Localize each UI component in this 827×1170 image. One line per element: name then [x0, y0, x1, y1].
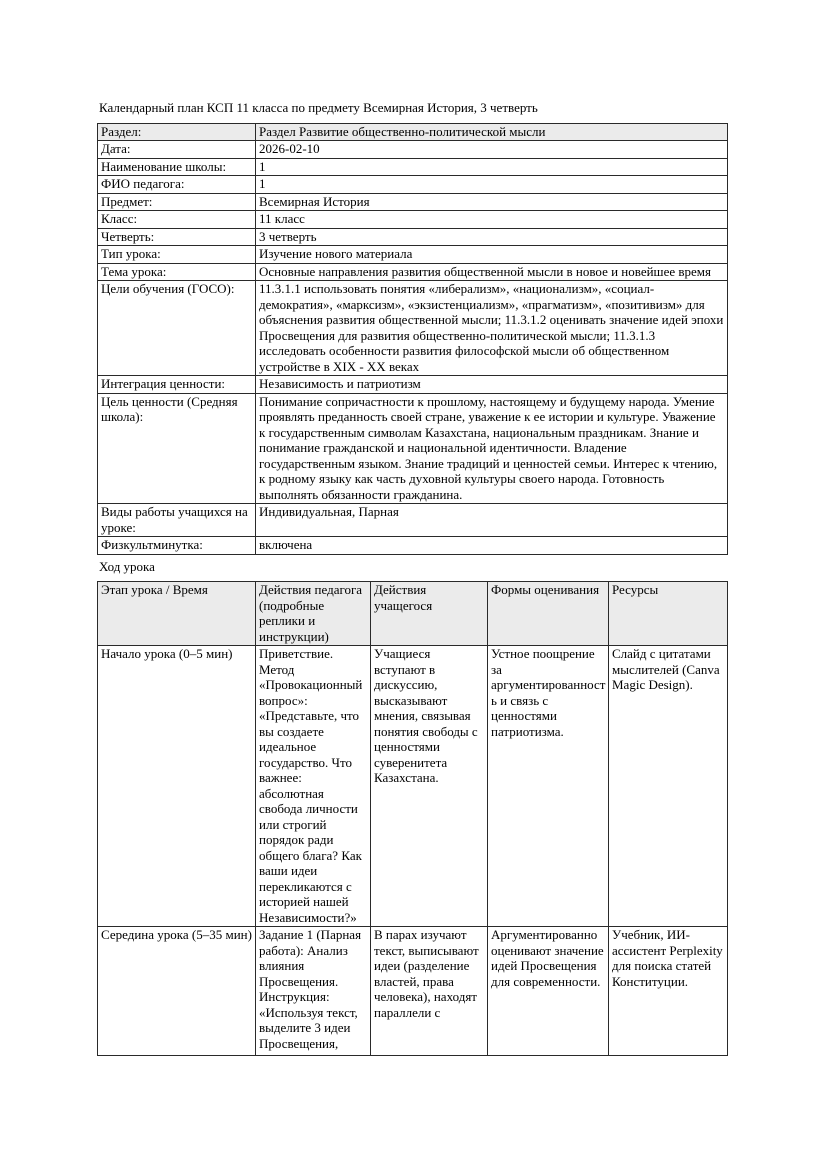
info-row-subject — [98, 193, 728, 211]
info-value-cell: Изучение нового материала — [256, 246, 728, 264]
lesson-row-middle — [98, 927, 728, 1056]
student-actions-cell: В парах изучают текст, выписывают идеи (разделение властей, права человека), находят параллели с — [371, 927, 488, 1056]
column-header-resources: Ресурсы — [609, 582, 728, 646]
info-value-cell: Независимость и патриотизм — [256, 376, 728, 394]
student-actions-cell: Учащиеся вступают в дискуссию, высказывают мнения, связывая понятия свободы с ценностями суверенитета Казахстана. — [371, 646, 488, 927]
teacher-actions-cell: Приветствие. Метод «Провокационный вопрос»: «Представьте, что вы создаете идеальное государство. Что важнее: абсолютная свобода личности или строгий порядок ради общего блага? Как ваши идеи перекликаются с историей нашей Независимости?» — [256, 646, 371, 927]
info-value-cell: Всемирная История — [256, 193, 728, 211]
info-label-cell: Предмет: — [98, 193, 256, 211]
info-row-goals — [98, 281, 728, 376]
column-header-student-actions: Действия учащегося — [371, 582, 488, 646]
info-row-razdel — [98, 123, 728, 141]
resources-cell: Учебник, ИИ-ассистент Perplexity для поиска статей Конституции. — [609, 927, 728, 1056]
lesson-flow-table — [97, 581, 728, 1056]
info-value-cell: 2026-02-10 — [256, 141, 728, 159]
document-title: Календарный план КСП 11 класса по предмету Всемирная История, 3 четверть — [99, 100, 538, 115]
info-value-cell: 11 класс — [256, 211, 728, 229]
info-label-cell: Класс: — [98, 211, 256, 229]
lesson-row-start — [98, 646, 728, 927]
column-header-stage: Этап урока / Время — [98, 582, 256, 646]
lesson-table-header-row — [98, 582, 728, 646]
info-row-values-goal — [98, 393, 728, 504]
info-value-cell: Понимание сопричастности к прошлому, настоящему и будущему народа. Умение проявлять преданность своей стране, уважение к ее истории и культуре. Уважение к государственным символам Казахстана, национальным праздникам. Знание и понимание гражданской и национальной идентичности. Владение государственным языком. Знание традиций и ценностей семьи. Интерес к чтению, к родному языку как часть духовной культуры своего народа. Готовность выполнять обязанности гражданина. — [256, 393, 728, 504]
info-row-work-types — [98, 504, 728, 537]
document-page — [97, 100, 727, 1056]
info-row-physical-minute — [98, 537, 728, 555]
section-heading: Ход урока — [99, 558, 155, 574]
resources-cell: Слайд с цитатами мыслителей (Canva Magic Design). — [609, 646, 728, 927]
info-label-cell: Тема урока: — [98, 263, 256, 281]
info-label-cell: Наименование школы: — [98, 158, 256, 176]
stage-cell: Начало урока (0–5 мин) — [98, 646, 256, 927]
info-value-cell: включена — [256, 537, 728, 555]
teacher-actions-cell: Задание 1 (Парная работа): Анализ влияния Просвещения. Инструкция: «Используя текст, выделите 3 идеи Просвещения, — [256, 927, 371, 1056]
info-value-cell: Индивидуальная, Парная — [256, 504, 728, 537]
info-row-values-integration — [98, 376, 728, 394]
info-row-teacher — [98, 176, 728, 194]
info-label-cell: Цели обучения (ГОСО): — [98, 281, 256, 376]
lesson-info-table — [97, 123, 728, 555]
info-row-lesson-type — [98, 246, 728, 264]
info-row-class — [98, 211, 728, 229]
info-value-cell: Раздел Развитие общественно-политической мысли — [256, 123, 728, 141]
info-row-data — [98, 141, 728, 159]
column-header-assessment: Формы оценивания — [488, 582, 609, 646]
info-value-cell: 1 — [256, 158, 728, 176]
info-label-cell: Дата: — [98, 141, 256, 159]
assessment-cell: Устное поощрение за аргументированность и связь с ценностями патриотизма. — [488, 646, 609, 927]
column-header-teacher-actions: Действия педагога (подробные реплики и инструкции) — [256, 582, 371, 646]
info-label-cell: Виды работы учащихся на уроке: — [98, 504, 256, 537]
info-label-cell: Четверть: — [98, 228, 256, 246]
stage-cell: Середина урока (5–35 мин) — [98, 927, 256, 1056]
info-value-cell: 3 четверть — [256, 228, 728, 246]
info-row-school — [98, 158, 728, 176]
info-value-cell: Основные направления развития общественной мысли в новое и новейшее время — [256, 263, 728, 281]
info-label-cell: Цель ценности (Средняя школа): — [98, 393, 256, 504]
info-row-lesson-topic — [98, 263, 728, 281]
info-label-cell: Физкультминутка: — [98, 537, 256, 555]
info-label-cell: Раздел: — [98, 123, 256, 141]
info-value-cell: 11.3.1.1 использовать понятия «либерализм», «национализм», «социал-демократия», «марксизм», «экзистенциализм», «прагматизм», «позитивизм» для объяснения развития общественной мысли; 11.3.1.2 оценивать значение идей эпохи Просвещения для развития общественно-политической мысли; 11.3.1.3 исследовать особенности развития философской мысли об общественном устройстве в XIX - XX веках — [256, 281, 728, 376]
info-label-cell: Интеграция ценности: — [98, 376, 256, 394]
info-row-quarter — [98, 228, 728, 246]
info-label-cell: Тип урока: — [98, 246, 256, 264]
assessment-cell: Аргументированно оценивают значение идей Просвещения для современности. — [488, 927, 609, 1056]
info-value-cell: 1 — [256, 176, 728, 194]
info-label-cell: ФИО педагога: — [98, 176, 256, 194]
